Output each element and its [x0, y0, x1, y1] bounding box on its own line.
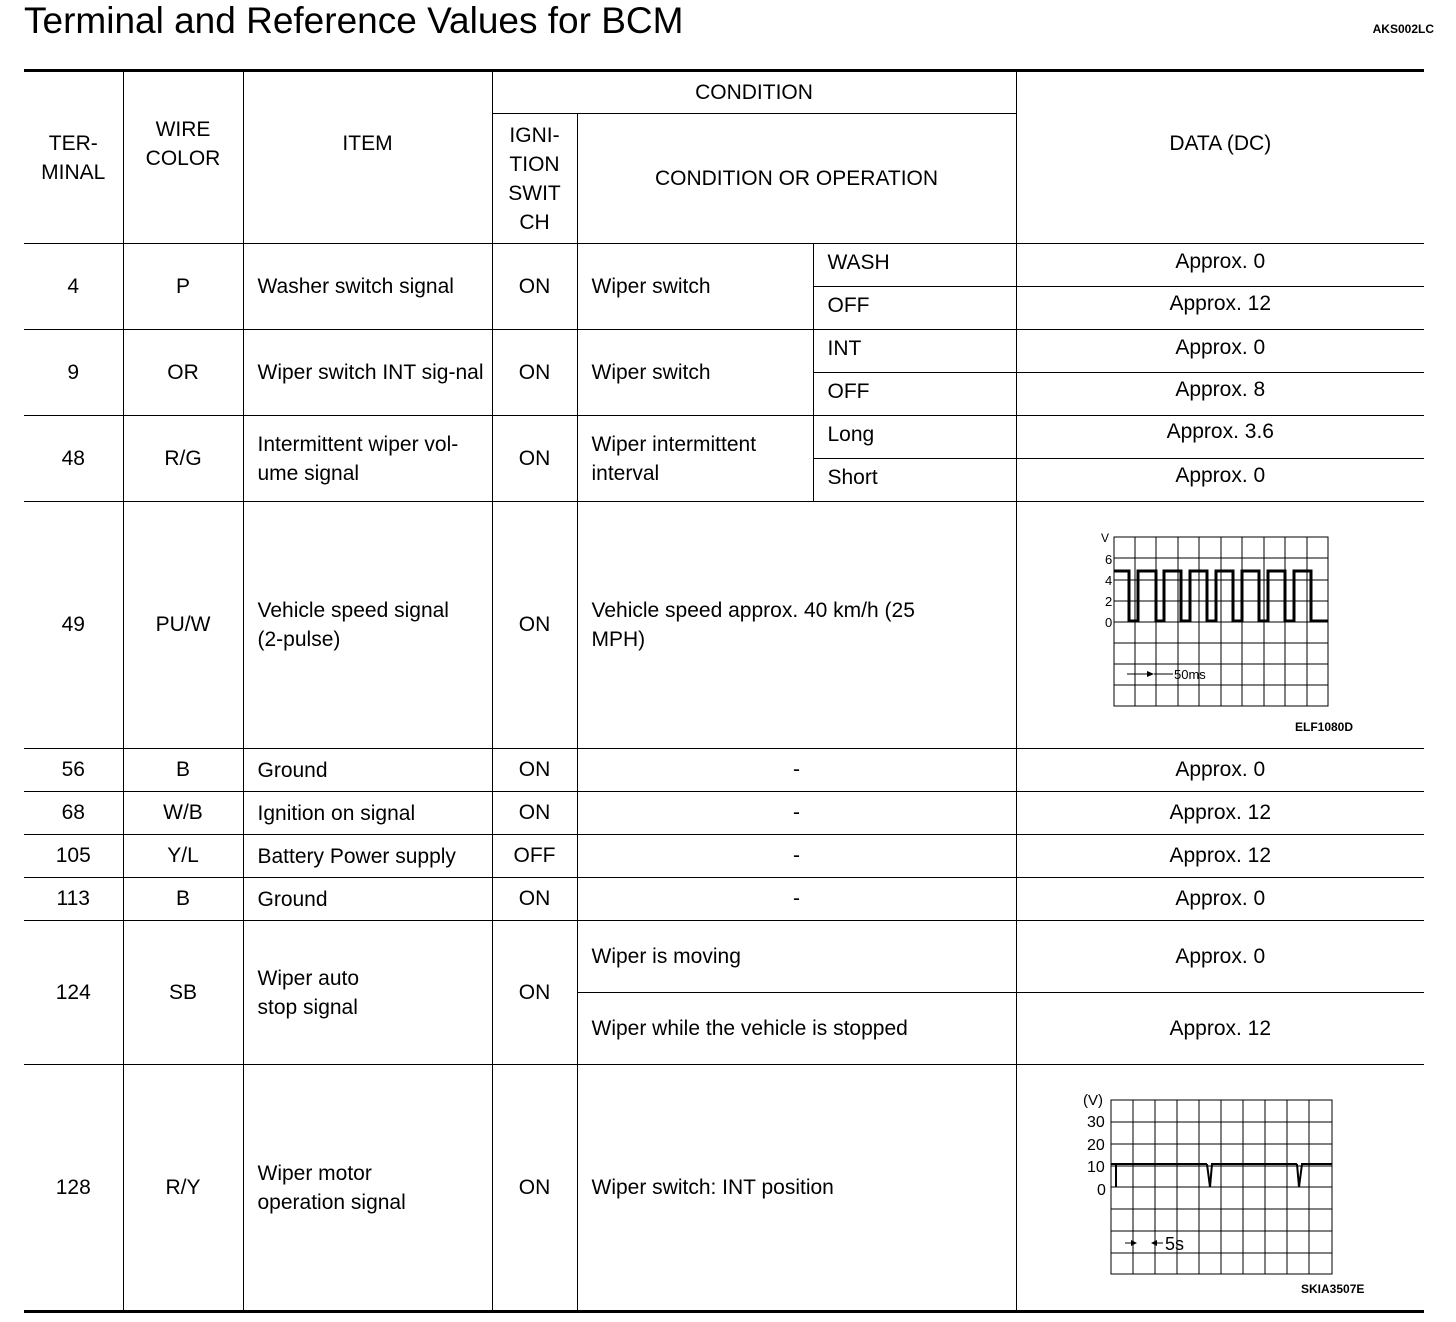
- wire-color-cell: R/G: [123, 416, 243, 502]
- item-cell: Ignition on signal: [243, 792, 492, 835]
- ignition-cell: ON: [492, 244, 577, 330]
- terminal-cell: 128: [24, 1065, 123, 1312]
- data-cell: Approx. 12: [1016, 993, 1424, 1065]
- table-row: [24, 330, 1424, 373]
- data-cell: Approx. 0: [1016, 330, 1424, 373]
- terminal-cell: 56: [24, 749, 123, 792]
- waveform-cell: [1016, 502, 1424, 749]
- header-wire-color: WIRE COLOR: [123, 71, 243, 244]
- condition-cell: Wiper switch: [577, 330, 813, 416]
- condition-cell: -: [577, 878, 1016, 921]
- table-row: [24, 792, 1424, 835]
- table-row: [24, 835, 1424, 878]
- table-row: [24, 416, 1424, 459]
- data-cell: Approx. 12: [1016, 287, 1424, 330]
- data-cell: Approx. 0: [1016, 878, 1424, 921]
- wire-color-cell: P: [123, 244, 243, 330]
- condition-cell: Wiper while the vehicle is stopped: [577, 993, 1016, 1065]
- sub-condition-cell: WASH: [813, 244, 1016, 287]
- vehicle-speed-waveform: [1017, 502, 1425, 748]
- item-cell: Washer switch signal: [243, 244, 492, 330]
- y-tick: 30: [1086, 1114, 1105, 1131]
- waveform-cell: [1016, 1065, 1424, 1312]
- data-cell: Approx. 0: [1016, 921, 1424, 993]
- condition-cell: Wiper is moving: [577, 921, 1016, 993]
- sub-condition-cell: Short: [813, 459, 1016, 502]
- terminal-cell: 48: [24, 416, 123, 502]
- y-unit: V: [1100, 531, 1109, 545]
- condition-cell: Wiper intermittent interval: [577, 416, 813, 502]
- y-tick: 0: [1096, 1182, 1106, 1199]
- table-row: [24, 1065, 1424, 1312]
- wiper-motor-waveform: [1017, 1065, 1425, 1310]
- header-item: ITEM: [243, 71, 492, 244]
- reference-code: AKS002LC: [1372, 22, 1434, 36]
- y-tick: 0: [1104, 615, 1112, 630]
- ignition-cell: ON: [492, 330, 577, 416]
- table-row: [24, 878, 1424, 921]
- data-cell: Approx. 0: [1016, 459, 1424, 502]
- figure-code: SKIA3507E: [1300, 1282, 1364, 1296]
- item-cell: Intermittent wiper vol-ume signal: [243, 416, 492, 502]
- condition-cell: Vehicle speed approx. 40 km/h (25 MPH): [577, 502, 1016, 749]
- wire-color-cell: SB: [123, 921, 243, 1065]
- data-cell: Approx. 0: [1016, 244, 1424, 287]
- wire-color-cell: R/Y: [123, 1065, 243, 1312]
- sub-condition-cell: OFF: [813, 373, 1016, 416]
- wire-color-cell: PU/W: [123, 502, 243, 749]
- item-cell: Battery Power supply: [243, 835, 492, 878]
- sub-condition-cell: INT: [813, 330, 1016, 373]
- ignition-cell: ON: [492, 749, 577, 792]
- ignition-cell: ON: [492, 792, 577, 835]
- header-condition: CONDITION: [492, 71, 1016, 114]
- time-scale-label: 50ms: [1173, 667, 1206, 682]
- sub-condition-cell: Long: [813, 416, 1016, 459]
- wire-color-cell: W/B: [123, 792, 243, 835]
- data-cell: Approx. 3.6: [1016, 416, 1424, 459]
- ignition-cell: ON: [492, 1065, 577, 1312]
- terminal-cell: 4: [24, 244, 123, 330]
- ignition-cell: ON: [492, 502, 577, 749]
- header-data: DATA (DC): [1016, 71, 1424, 244]
- table-row: [24, 749, 1424, 792]
- terminal-cell: 105: [24, 835, 123, 878]
- y-unit: (V): [1082, 1092, 1103, 1109]
- data-cell: Approx. 0: [1016, 749, 1424, 792]
- data-cell: Approx. 12: [1016, 835, 1424, 878]
- item-cell: Wiper switch INT sig-nal: [243, 330, 492, 416]
- header-ignition-switch: IGNI-TION SWIT CH: [492, 114, 577, 244]
- ignition-cell: OFF: [492, 835, 577, 878]
- header-terminal: TER-MINAL: [24, 71, 123, 244]
- table-row: [24, 244, 1424, 287]
- bcm-terminal-table: [24, 69, 1424, 1313]
- item-cell: Ground: [243, 878, 492, 921]
- wire-color-cell: OR: [123, 330, 243, 416]
- item-cell: Wiper auto stop signal: [243, 921, 492, 1065]
- terminal-cell: 49: [24, 502, 123, 749]
- item-cell: Ground: [243, 749, 492, 792]
- data-cell: Approx. 12: [1016, 792, 1424, 835]
- condition-cell: Wiper switch: [577, 244, 813, 330]
- y-tick: 4: [1104, 573, 1112, 588]
- y-tick: 20: [1086, 1137, 1105, 1154]
- figure-code: ELF1080D: [1294, 720, 1353, 734]
- terminal-cell: 124: [24, 921, 123, 1065]
- data-cell: Approx. 8: [1016, 373, 1424, 416]
- item-cell: Wiper motor operation signal: [243, 1065, 492, 1312]
- wire-color-cell: Y/L: [123, 835, 243, 878]
- ignition-cell: ON: [492, 416, 577, 502]
- condition-cell: -: [577, 792, 1016, 835]
- terminal-cell: 9: [24, 330, 123, 416]
- time-scale-label: 5s: [1164, 1234, 1184, 1254]
- ignition-cell: ON: [492, 878, 577, 921]
- item-cell: Vehicle speed signal (2-pulse): [243, 502, 492, 749]
- wire-color-cell: B: [123, 749, 243, 792]
- wire-color-cell: B: [123, 878, 243, 921]
- page-title: Terminal and Reference Values for BCM: [24, 0, 684, 41]
- terminal-cell: 68: [24, 792, 123, 835]
- terminal-cell: 113: [24, 878, 123, 921]
- sub-condition-cell: OFF: [813, 287, 1016, 330]
- y-tick: 2: [1104, 594, 1112, 609]
- condition-cell: Wiper switch: INT position: [577, 1065, 1016, 1312]
- header-condition-or-operation: CONDITION OR OPERATION: [577, 114, 1016, 244]
- condition-cell: -: [577, 749, 1016, 792]
- y-tick: 10: [1086, 1159, 1105, 1176]
- table-row: [24, 921, 1424, 993]
- table-row: [24, 502, 1424, 749]
- y-tick: 6: [1104, 552, 1112, 567]
- ignition-cell: ON: [492, 921, 577, 1065]
- condition-cell: -: [577, 835, 1016, 878]
